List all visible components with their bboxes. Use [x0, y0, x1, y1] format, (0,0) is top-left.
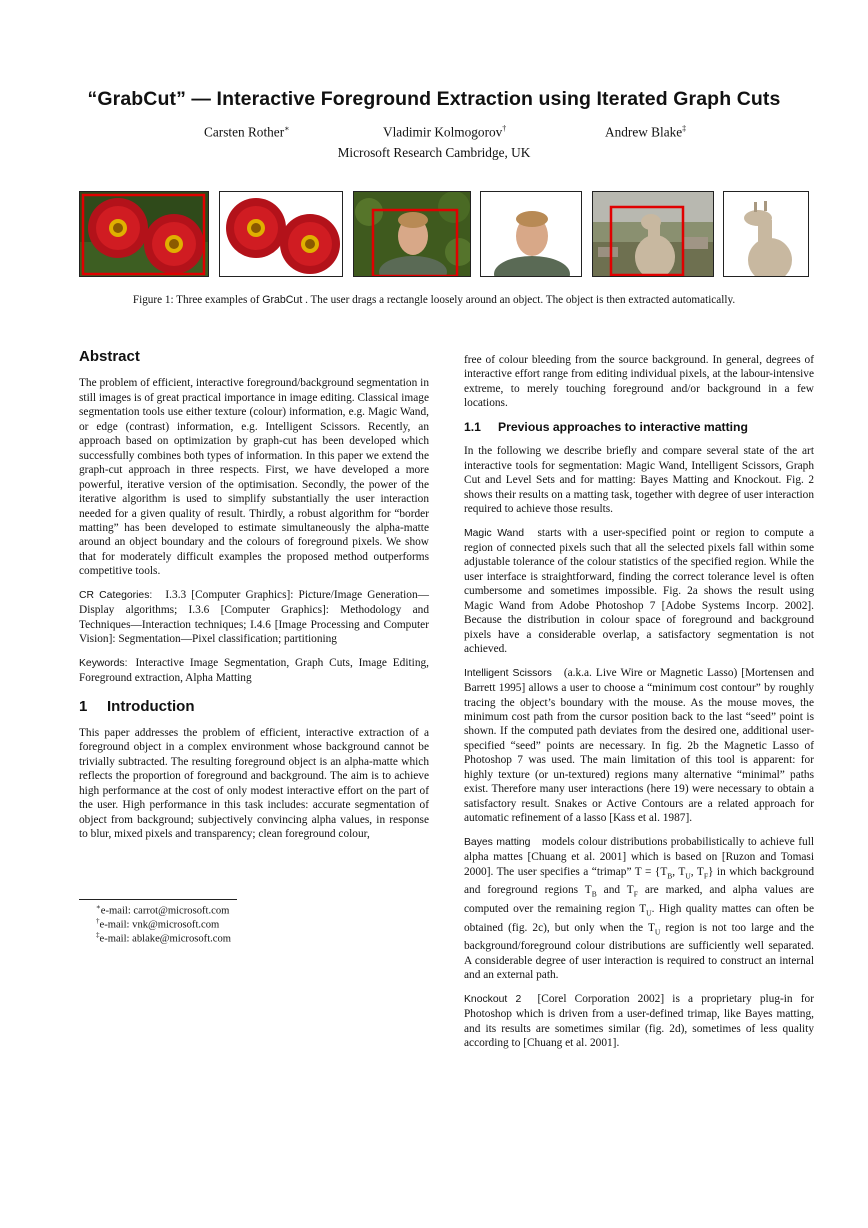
footnote: [96, 917, 219, 931]
section-1-1-heading: [464, 420, 814, 434]
subscript: F: [633, 889, 638, 899]
subscript: U: [646, 908, 652, 918]
section-title: Previous approaches to interactive matting: [498, 419, 748, 434]
subscript: F: [703, 870, 708, 880]
flower-input-image: [79, 191, 209, 277]
intro-body: This paper addresses the problem of efficient, interactive extraction of a foreground object in a complex environment whose background cannot be trivially subtracted. The resulting foreground object is an alpha-matte which reflects the proportion of foreground and background. The aim is to achieve high performance at the cost of only modest interactive effort on the part of the user. High performance in this task includes: accurate segmentation of object from background; subjectively convincing alpha values, in response to blur, mixed pixels and transparency; clean foreground colour,: [79, 726, 429, 841]
cr-categories-text: I.3.3 [Computer Graphics]: Picture/Image Generation—Display algorithms; I.3.6 [Computer Graphics]: Methodology and Techniques—Interaction techniques; I.4.6 [Image Processing and Computer Vision]: Segmentation—Pixel classification; partitioning: [79, 588, 429, 646]
affiliation: Microsoft Research Cambridge, UK: [337, 145, 531, 160]
llama-input-image: [592, 191, 714, 277]
magic-wand-paragraph: [464, 526, 814, 657]
intro-title: Introduction: [107, 697, 195, 715]
footnote: [96, 903, 229, 917]
figure-caption-method: GrabCut: [262, 294, 303, 306]
intro-heading: [79, 697, 429, 715]
footnote-text: e-mail: vnk@microsoft.com: [99, 919, 220, 931]
author-mark: ‡: [682, 124, 687, 133]
author-blake: [605, 124, 686, 140]
subscript: B: [667, 870, 673, 880]
figure-caption-text: . The user drags a rectangle loosely around an object. The object is then extracted automatically.: [302, 294, 736, 306]
author-name: Carsten Rother: [204, 124, 285, 140]
author-name: Andrew Blake: [605, 124, 683, 140]
footnote-text: e-mail: carrot@microsoft.com: [100, 905, 230, 917]
knockout-paragraph: [464, 992, 814, 1051]
intro-continuation: free of colour bleeding from the source background. In general, degrees of interactive effort range from editing individual pixels, at the labour-intensive extreme, to merely touching foreground and/or background in a few locations.: [464, 354, 814, 410]
llama-result-image: [723, 191, 809, 277]
knockout-label: Knockout 2: [464, 993, 522, 1005]
section-number: 1.1: [464, 419, 481, 434]
knockout-text: [Corel Corporation 2002] is a proprietary plug-in for Photoshop which is driven from a user-defined trimap, like Bayes matting, and its results are sometimes similar (fig. 2d), sometimes of less quality according to [Chuang et al. 2001].: [464, 992, 814, 1050]
footnote-rule: [79, 899, 237, 900]
figure-caption: [0, 294, 868, 306]
keywords-label: Keywords:: [79, 657, 128, 669]
section-1-1-body: In the following we describe briefly and compare several state of the art interactive tools for segmentation: Magic Wand, Intelligent Scissors, Graph Cut and Level Sets and for matting: Bayes Matting and Knockout. Fig. 2 shows their results on a matting task, together with degree of user interaction required to achieve those results.: [464, 445, 814, 516]
bayes-text-5: region is not too large and the background/foreground colour distributions are sufficiently well separated. A considerable degree of user interaction is required to construct an internal and an external path.: [464, 921, 814, 982]
intro-number: 1: [79, 697, 88, 715]
intelligent-scissors-label: Intelligent Scissors: [464, 667, 552, 679]
left-column: [79, 350, 429, 851]
abstract-body: The problem of efficient, interactive foreground/background segmentation in still images is of great practical importance in image editing. Classical image segmentation tools use either texture (colour) information, e.g. Magic Wand, or edge (contrast) information, e.g. Intelligent Scissors. Recently, an approach based on optimization by graph-cut has been developed which successfully combines both types of information. In this paper we extend the graph-cut approach in three respects. First, we have developed a more powerful, iterative version of the optimisation. Secondly, the power of the iterative algorithm is used to simplify substantially the user interaction needed for a given quality of result. Thirdly, a robust algorithm for “border matting” has been developed to estimate simultaneously the alpha-matte around an object boundary and the colours of foreground pixels. We show that for moderately difficult examples the proposed method outperforms competitive tools.: [79, 377, 429, 578]
magic-wand-label: Magic Wand: [464, 527, 525, 539]
bayes-matting-label: Bayes matting: [464, 836, 531, 848]
bayes-text-1: models colour distributions probabilistically to achieve full alpha mattes [Chuang et al. 2001] which is based on [Ruzon and Tomasi 2000]. The user specifies a “trimap” T = {T: [464, 835, 814, 878]
paper-title: “GrabCut” — Interactive Foreground Extraction using Iterated Graph Cuts: [87, 88, 781, 110]
subscript: U: [654, 926, 661, 936]
cr-categories-label: CR Categories:: [79, 589, 153, 601]
person-result-image: [480, 191, 582, 277]
author-kolmogorov: [383, 124, 506, 140]
abstract-heading: Abstract: [79, 348, 140, 365]
cr-categories: [79, 588, 429, 647]
right-column: [464, 353, 814, 1060]
author-mark: †: [502, 124, 507, 133]
keywords: [79, 656, 429, 686]
bayes-text-3: are marked, and alpha values are computed over the remaining region T: [464, 884, 814, 915]
author-rother: [204, 124, 290, 140]
footnote: [96, 931, 231, 945]
author-name: Vladimir Kolmogorov: [383, 124, 503, 140]
bayes-text-2: } in which background and foreground regions T: [464, 865, 814, 897]
person-input-image: [353, 191, 471, 277]
magic-wand-text: starts with a user-specified point or region to compute a region of connected pixels such that all the selected pixels fall within some adjustable tolerance of the colour statistics of the specified region. While the user interface is straightforward, finding the correct tolerance level is often cumbersome and sometimes impossible. Fig. 2a shows the result using Magic Wand from Adobe Photoshop 7 [Adobe Systems Incorp. 2002]. Because the distribution in colour space of foreground and background pixels have a considerable overlap, a satisfactory segmentation is not achieved.: [464, 526, 814, 656]
author-mark: ∗: [284, 124, 290, 133]
figure-caption-label: Figure 1: Three examples of: [132, 294, 263, 306]
keywords-text: Interactive Image Segmentation, Graph Cuts, Image Editing, Foreground extraction, Alpha Matting: [79, 656, 429, 685]
flower-result-image: [219, 191, 343, 277]
subscript: U: [685, 870, 691, 880]
footnote-mark: ‡: [96, 931, 100, 939]
intelligent-scissors-paragraph: [464, 666, 814, 826]
subscript: B: [591, 889, 597, 899]
footnote-mark: †: [96, 917, 100, 925]
bayes-matting-paragraph: Bayes matting models colour distributions probabilistically to achieve full alpha mattes [Chuang et al. 2001] which is based on [Ruzon and Tomasi 2000]. The user specifies a “trimap” $T = \{T_B$, $T_U$, $T_F$} in which background and foreground regions $T_B$ and $T_F$ are marked, and alpha values are computed over the remaining region $T_U$. High quality mattes can often be obtained (fig. 2c), but only when the $T_U$ region is not too large and the background/foreground colour distributions are sufficiently well separated. A considerable degree of user interaction is required to construct an internal and an external path.: [464, 835, 814, 982]
bayes-text-4: . High quality mattes can often be obtained (fig. 2c), but only when the T: [464, 902, 814, 934]
footnote-mark: ∗: [96, 903, 101, 911]
footnote-text: e-mail: ablake@microsoft.com: [99, 933, 232, 945]
intelligent-scissors-text: (a.k.a. Live Wire or Magnetic Lasso) [Mortensen and Barrett 1995] allows a user to choose a “minimum cost contour” by roughly tracing the object’s boundary with the mouse. As the mouse moves, the minimum cost path from the cursor position back to the last “seed” point is shown. If the computed path deviates from the desired one, additional user-specified “seed” points are necessary. In fig. 2b the Magnetic Lasso of Photoshop 7 was used. The main limitation of this tool is apparent: for highly texture (or un-textured) regions many alternative “minimal” paths exist. Therefore many user interactions (here 19) were necessary to obtain a satisfactory result. Snakes or Active Contours are a related approach for automatic refinement of a lasso [Kass et al. 1987].: [464, 666, 814, 825]
